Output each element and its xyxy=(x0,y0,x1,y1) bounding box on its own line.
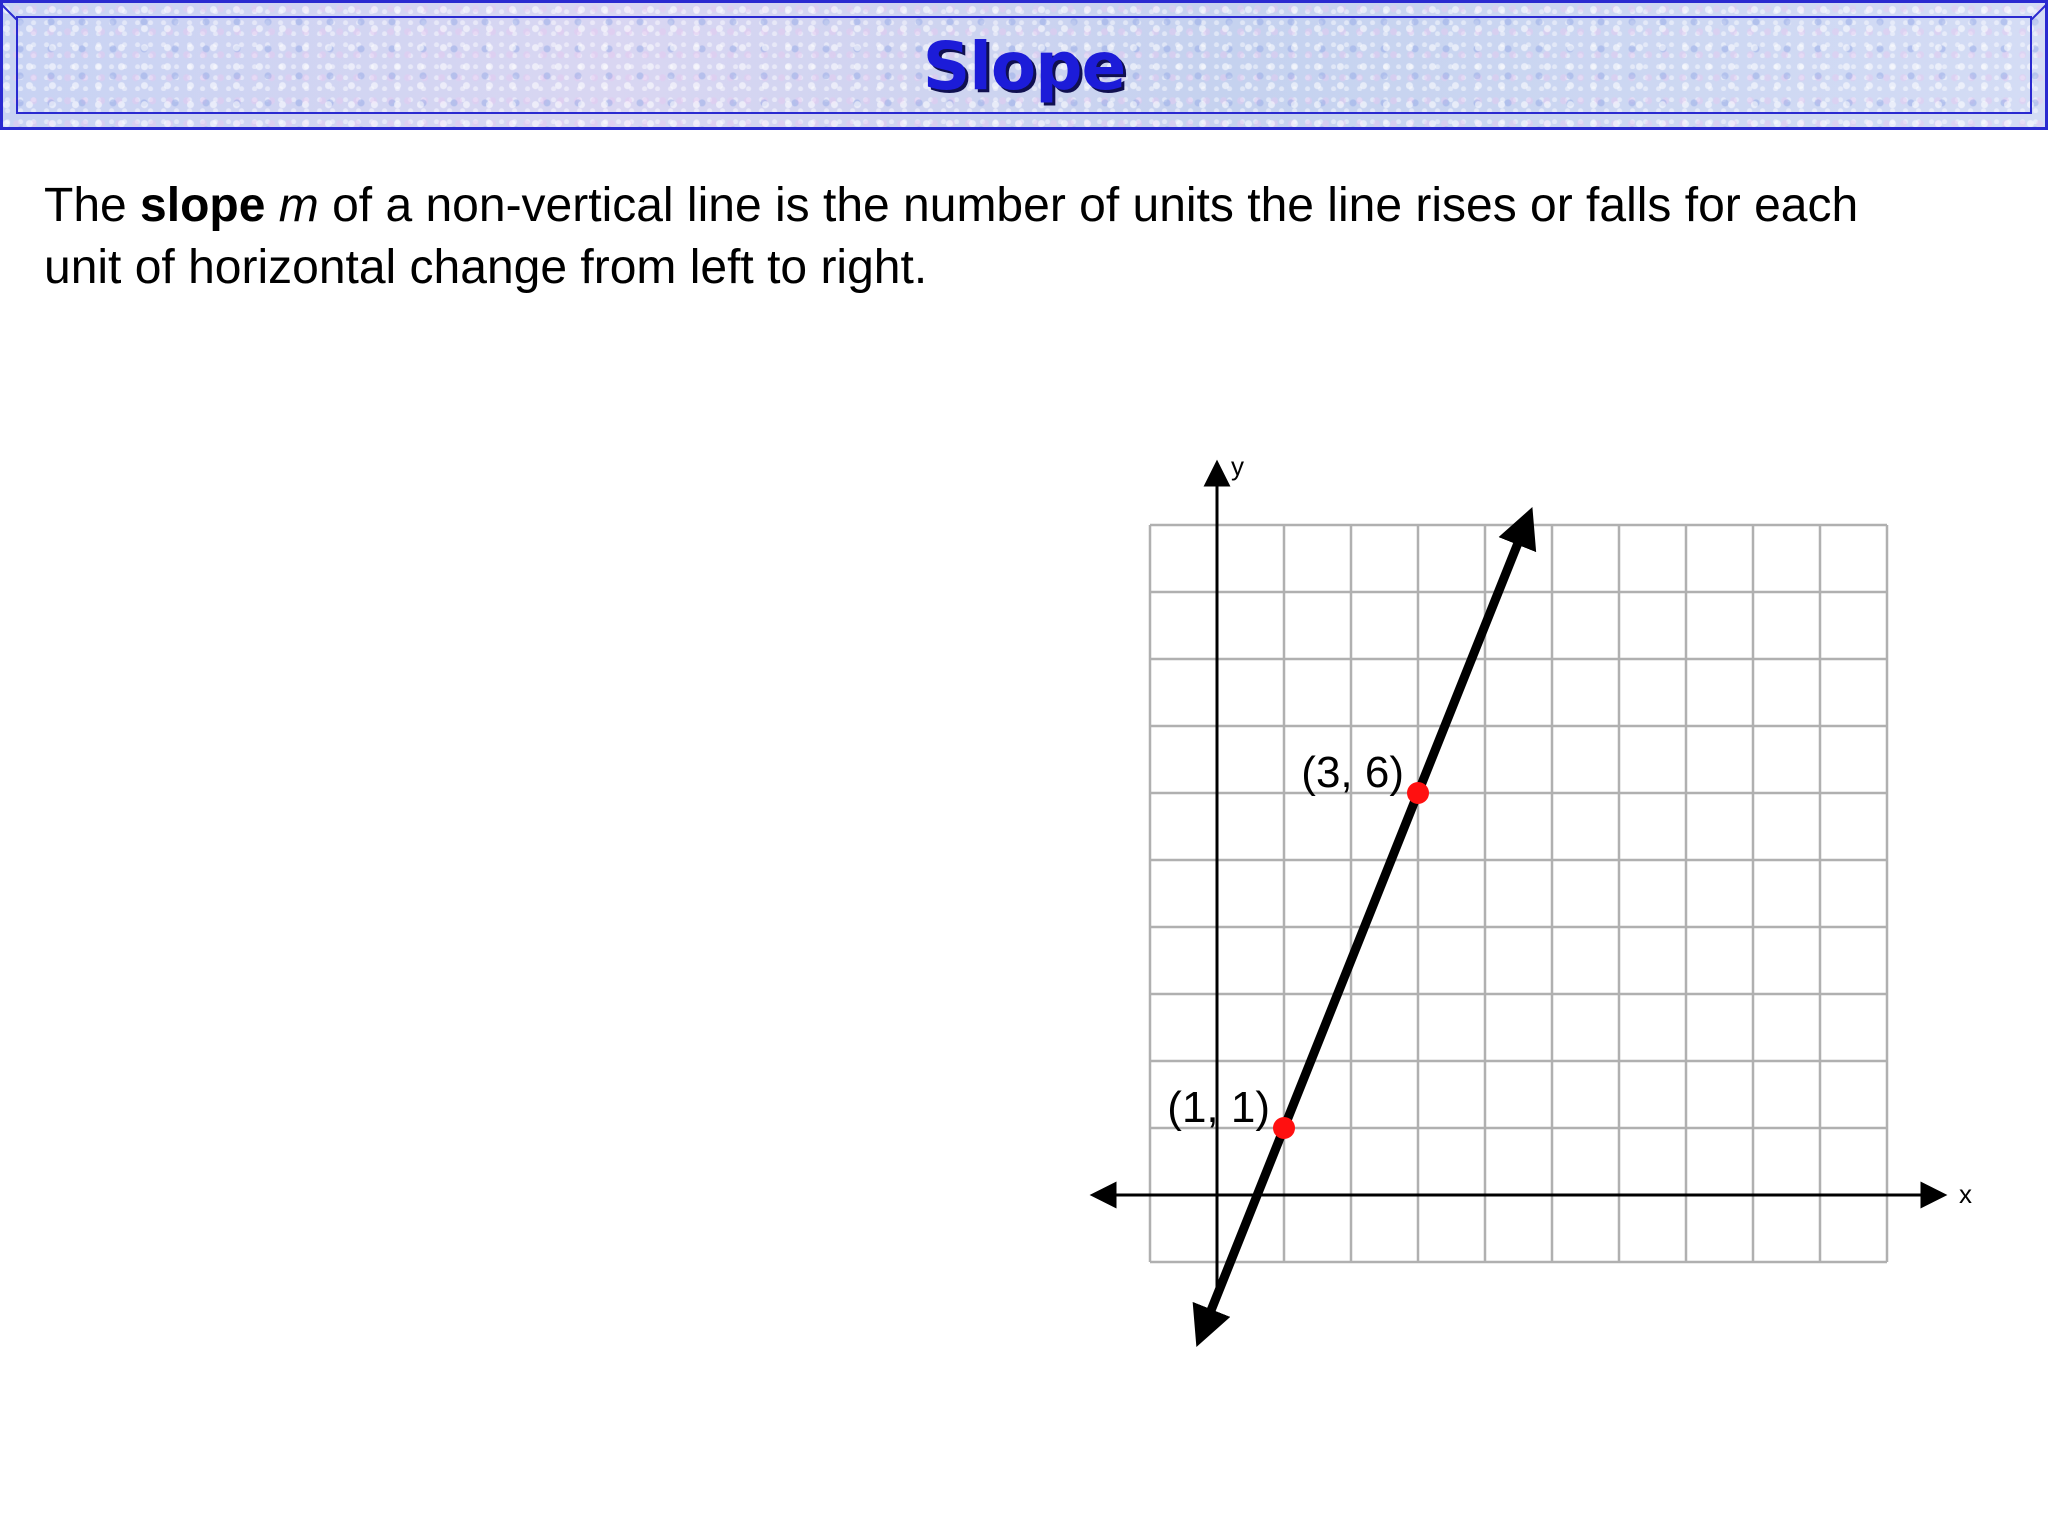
point-label: (3, 6) xyxy=(1301,748,1404,797)
plotted-points xyxy=(1167,748,1429,1139)
definition-text-3: of a non-vertical line is the number of units the line rises or falls for each unit of horizontal change from left to right. xyxy=(44,179,1859,294)
graph-axes xyxy=(1095,451,1972,1302)
plotted-point xyxy=(1407,782,1429,804)
graph-grid xyxy=(1150,525,1887,1262)
x-axis-label: x xyxy=(1959,1179,1972,1209)
point-label: (1, 1) xyxy=(1167,1083,1270,1132)
y-axis-label: y xyxy=(1231,451,1244,481)
definition-variable: m xyxy=(278,179,319,232)
definition-text-1: The xyxy=(44,179,141,232)
plotted-point xyxy=(1273,1117,1295,1139)
definition-term: slope xyxy=(140,179,266,232)
page-title: Slope xyxy=(922,28,1126,105)
